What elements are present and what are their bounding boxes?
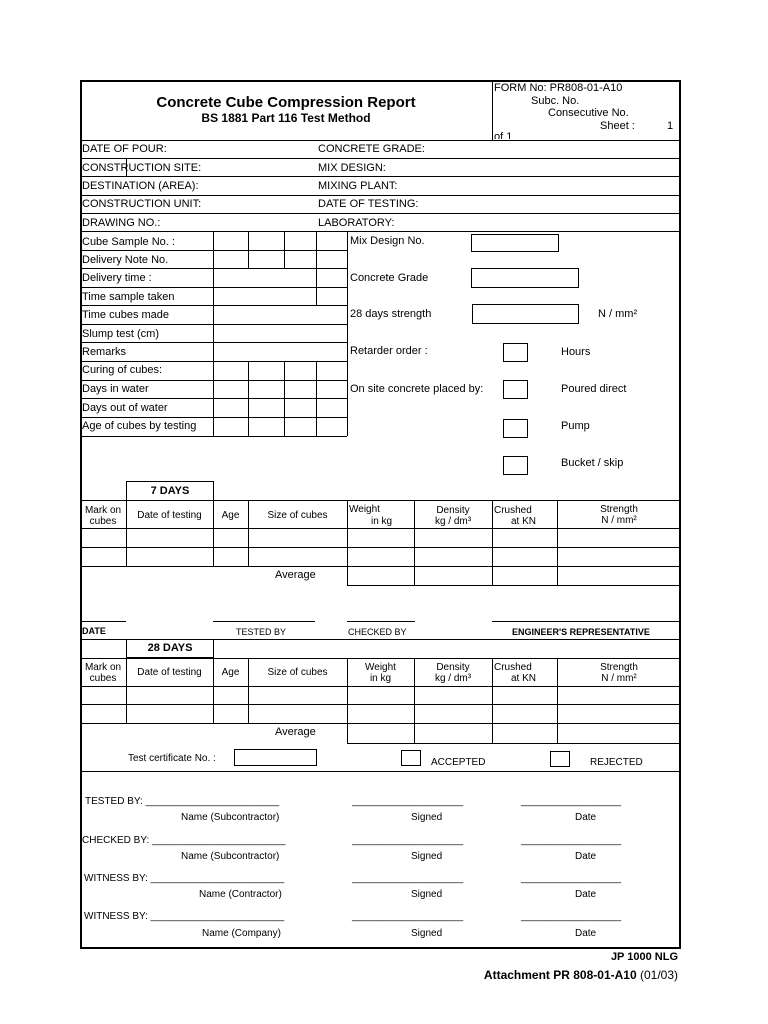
retarder-checkbox[interactable] — [503, 343, 528, 362]
col-crushed: Crushed — [494, 505, 532, 516]
col-age: Age — [221, 510, 240, 521]
concrete-grade-field[interactable] — [471, 268, 579, 288]
sign-tested-by-label: TESTED BY — [236, 627, 287, 637]
bucket-skip-checkbox[interactable] — [503, 456, 528, 475]
pump-checkbox[interactable] — [503, 419, 528, 438]
col-date-of-testing: Date of testing — [137, 667, 202, 678]
witness-company-date: Date — [575, 928, 597, 939]
col-at-kn: at KN — [511, 516, 537, 527]
checked-by-date: Date — [575, 851, 597, 862]
witness-company-signed: Signed — [411, 928, 443, 939]
col-strength: Strength — [600, 504, 638, 515]
witness-contractor-date: Date — [575, 889, 597, 900]
construction-site-label: CONSTRUCTION SITE: — [82, 162, 202, 174]
sample-row-label: Curing of cubes: — [82, 364, 163, 376]
poured-direct-checkbox[interactable] — [503, 380, 528, 399]
tested-by-signed-line: ____________________ — [352, 796, 464, 807]
col-crushed: Crushed — [494, 662, 532, 673]
witness-contractor-name: Name (Contractor) — [199, 889, 282, 900]
col-cubes: cubes — [89, 516, 117, 527]
col-density: Density — [436, 505, 470, 516]
col-cubes: cubes — [89, 673, 117, 684]
hours-label: Hours — [561, 346, 591, 358]
sheet-value: 1 — [667, 120, 674, 132]
report-subtitle: BS 1881 Part 116 Test Method — [201, 111, 371, 125]
sample-row-label: Delivery Note No. — [82, 254, 169, 266]
sample-row-label: Time sample taken — [82, 291, 175, 303]
form-number: FORM No: PR808-01-A10 — [494, 82, 623, 94]
sample-row-label: Days in water — [82, 383, 149, 395]
sample-row-label: Days out of water — [82, 402, 168, 414]
construction-unit-label: CONSTRUCTION UNIT: — [82, 198, 202, 210]
sheet-of: of 1 — [494, 131, 513, 139]
sample-row-label: Cube Sample No. : — [82, 236, 175, 248]
col-strength: Strength — [600, 662, 638, 673]
col-mark-on: Mark on — [84, 505, 122, 516]
sample-row-label: Time cubes made — [82, 309, 170, 321]
date-of-testing-label: DATE OF TESTING: — [318, 198, 419, 210]
placed-by-label: On site concrete placed by: — [350, 383, 484, 395]
date-of-pour-label: DATE OF POUR: — [82, 143, 167, 155]
col-at-kn: at KN — [511, 673, 537, 684]
col-density-unit: kg / dm³ — [434, 673, 472, 684]
sign-checked-by-label: CHECKED BY — [348, 627, 407, 637]
footer-revision: (01/03) — [639, 968, 678, 982]
drawing-no-label: DRAWING NO.: — [82, 217, 161, 229]
rejected-checkbox[interactable] — [550, 751, 570, 767]
certificate-label: Test certificate No. : — [128, 753, 216, 764]
tested-by-signature: TESTED BY: ________________________ — [85, 796, 280, 807]
checked-by-signed-line: ____________________ — [352, 835, 464, 846]
strength-unit: N / mm² — [598, 308, 638, 320]
tested-by-signed: Signed — [411, 812, 443, 823]
checked-by-signed: Signed — [411, 851, 443, 862]
col-mark-on: Mark on — [84, 662, 122, 673]
twenty-eight-days-label: 28 DAYS — [147, 642, 193, 654]
witness-contractor-signature: WITNESS BY: ________________________ — [84, 873, 285, 884]
col-strength-unit: N / mm² — [601, 673, 637, 684]
col-age: Age — [221, 667, 240, 678]
col-in-kg: in kg — [369, 673, 392, 684]
accepted-checkbox[interactable] — [401, 750, 421, 766]
concrete-grade-field-label: Concrete Grade — [350, 272, 429, 284]
tested-by-name: Name (Subcontractor) — [181, 812, 280, 823]
subc-number: Subc. No. — [531, 95, 580, 107]
sample-row-label: Slump test (cm) — [82, 328, 160, 340]
sign-engineer-label: ENGINEER'S REPRESENTATIVE — [512, 627, 650, 637]
witness-company-date-line: __________________ — [521, 911, 622, 922]
twenty-eight-days-average: Average — [275, 726, 316, 738]
tested-by-date: Date — [575, 812, 597, 823]
witness-contractor-signed: Signed — [411, 889, 443, 900]
sample-row-label: Age of cubes by testing — [82, 420, 197, 432]
col-size-of-cubes: Size of cubes — [267, 667, 328, 678]
col-date-of-testing: Date of testing — [137, 510, 202, 521]
mixing-plant-label: MIXING PLANT: — [318, 180, 398, 192]
tested-by-date-line: __________________ — [521, 796, 622, 807]
accepted-label: ACCEPTED — [431, 757, 486, 768]
poured-direct-label: Poured direct — [561, 383, 627, 395]
bucket-skip-label: Bucket / skip — [561, 457, 624, 469]
footer-attachment — [484, 968, 678, 982]
seven-days-average: Average — [275, 569, 316, 581]
col-weight: Weight — [349, 504, 380, 515]
checked-by-date-line: __________________ — [521, 835, 622, 846]
witness-contractor-date-line: __________________ — [521, 873, 622, 884]
consecutive-number: Consecutive No. — [548, 107, 629, 119]
checked-by-signature: CHECKED BY: ________________________ — [82, 835, 286, 846]
mix-design-label: MIX DESIGN: — [318, 162, 386, 174]
witness-company-signed-line: ____________________ — [352, 911, 464, 922]
report-title: Concrete Cube Compression Report — [156, 94, 416, 111]
col-strength-unit: N / mm² — [601, 515, 637, 526]
rejected-label: REJECTED — [590, 757, 643, 768]
footer-code: JP 1000 NLG — [610, 951, 678, 963]
mix-design-no-field[interactable] — [471, 234, 559, 252]
sample-row-label: Remarks — [82, 346, 127, 358]
col-in-kg: in kg — [371, 516, 393, 527]
seven-days-label: 7 DAYS — [150, 485, 190, 497]
concrete-grade-label: CONCRETE GRADE: — [318, 143, 425, 155]
mix-design-no-label: Mix Design No. — [350, 235, 425, 247]
col-size-of-cubes: Size of cubes — [267, 510, 328, 521]
sample-row-label: Delivery time : — [82, 272, 152, 284]
witness-company-signature: WITNESS BY: ________________________ — [84, 911, 285, 922]
col-density-unit: kg / dm³ — [434, 516, 472, 527]
checked-by-name: Name (Subcontractor) — [181, 851, 280, 862]
footer-attachment-label: Attachment PR 808-01-A10 — [483, 968, 637, 982]
sign-date-label: DATE — [82, 626, 106, 636]
col-weight: Weight — [365, 662, 396, 673]
strength-28-label: 28 days strength — [350, 308, 432, 320]
laboratory-label: LABORATORY: — [318, 217, 395, 229]
retarder-label: Retarder order : — [350, 345, 428, 357]
sheet-label: Sheet : — [600, 120, 635, 132]
witness-contractor-signed-line: ____________________ — [352, 873, 464, 884]
col-density: Density — [436, 662, 470, 673]
pump-label: Pump — [561, 420, 590, 432]
witness-company-name: Name (Company) — [202, 928, 281, 939]
destination-area-label: DESTINATION (AREA): — [82, 180, 199, 192]
strength-28-field[interactable] — [472, 304, 579, 324]
certificate-field[interactable] — [234, 749, 317, 766]
